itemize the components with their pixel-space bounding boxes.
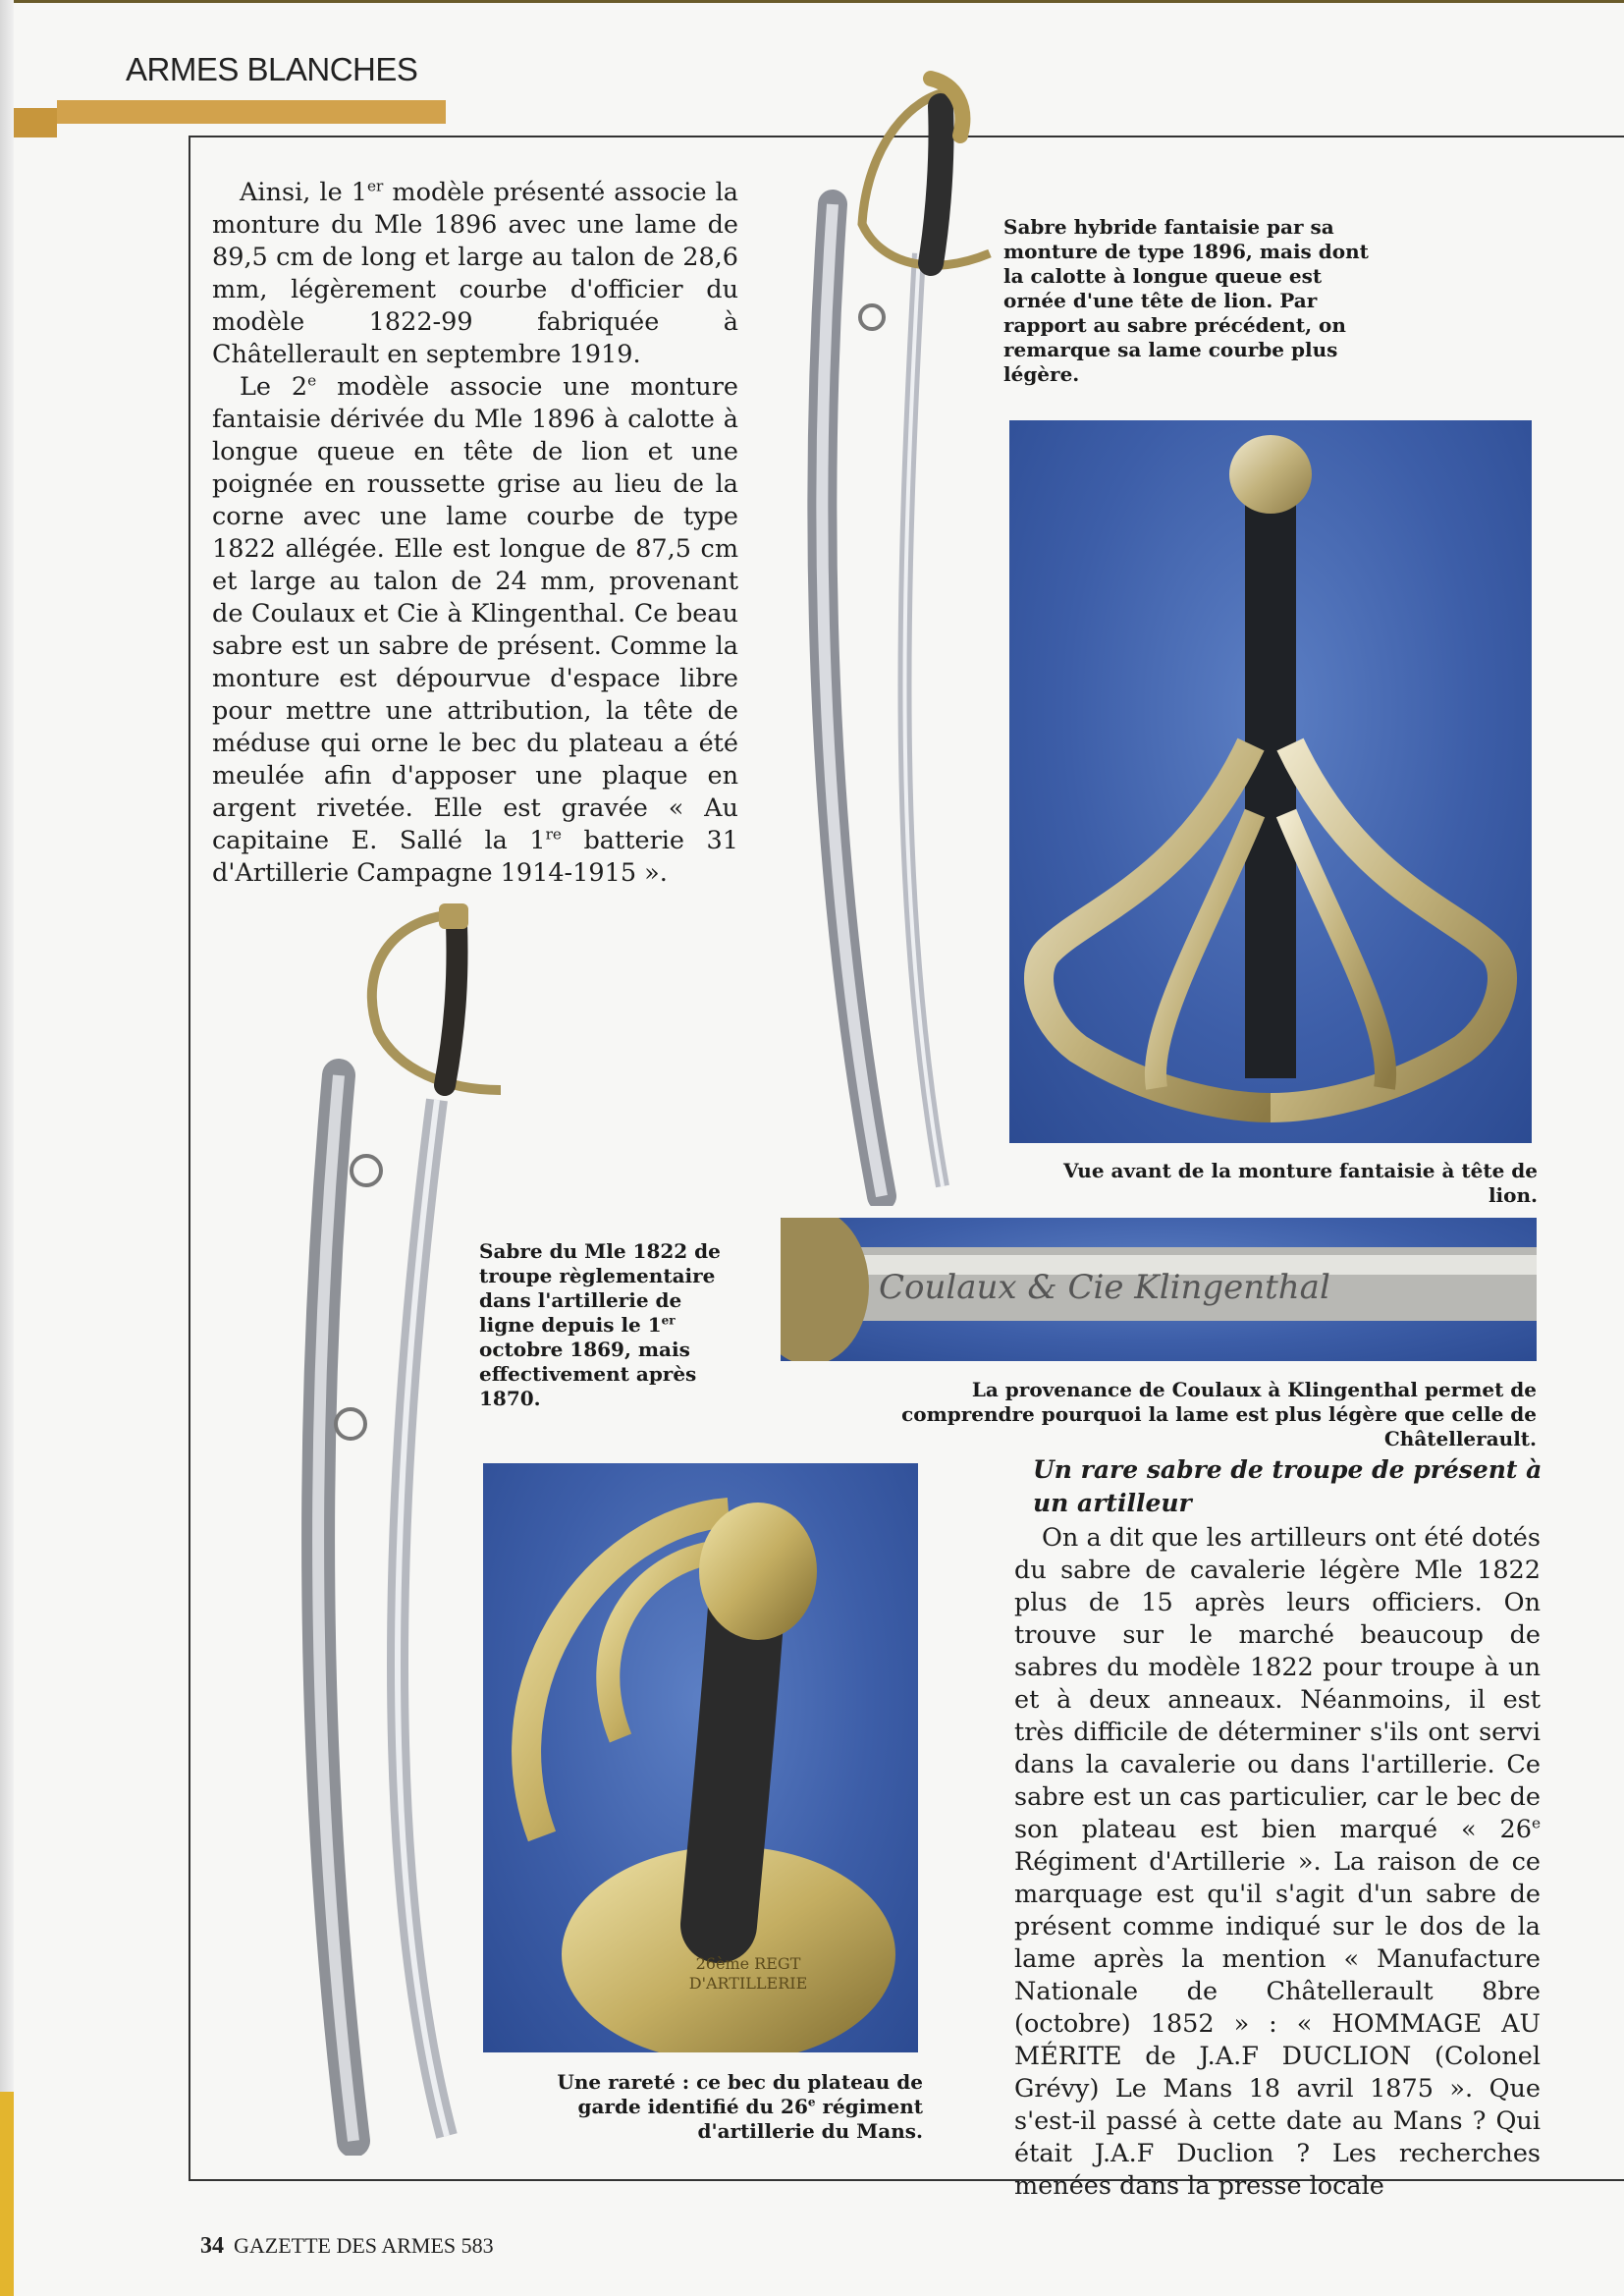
sabre-1822-pommel	[439, 903, 468, 929]
caption-sabre-1822: Sabre du Mle 1822 de troupe règlementaire dans l'artillerie de ligne depuis le 1er octobre 1869, mais effectivement après 1870.	[479, 1239, 721, 1410]
hybrid-sabre-photo	[793, 67, 1000, 1206]
caption-klingenthal: La provenance de Coulaux à Klingenthal permet de comprendre pourquoi la lame est plus légère que celle de Châtellerault.	[901, 1378, 1537, 1450]
page-footer	[200, 2233, 494, 2260]
paragraph-first-model: Ainsi, le 1er modèle présenté associe la monture du Mle 1896 avec une lame de 89,5 cm de long et large au talon de 28,6 mm, légèrement courbe d'officier du modèle 1822-99 fabriquée à Châtellerault en septembre 1919.	[212, 177, 738, 369]
lion-guard-illustration	[1009, 420, 1532, 1143]
hybrid-scabbard-ring	[860, 305, 884, 329]
caption-hybrid-sabre: Sabre hybride fantaisie par sa monture de type 1896, mais dont la calotte à longue queue est ornée d'une tête de lion. Par rapport au sabre précédent, on remarque sa lame courbe plus légère.	[1003, 215, 1369, 386]
page-left-edge-accent	[0, 2092, 14, 2296]
section-subheading: Un rare sabre de troupe de présent à un artilleur	[1033, 1455, 1543, 1517]
second-text-column	[1014, 1522, 1541, 2203]
page-top-rule	[14, 0, 1624, 3]
scabbard-ring-upper	[352, 1156, 381, 1185]
paragraph-rare-sabre: On a dit que les artilleurs ont été dotés du sabre de cavalerie légère Mle 1822 plus de 15 après leurs officiers. On trouve sur le marché beaucoup de sabres du modèle 1822 pour troupe à un et à deux anneaux. Néanmoins, il est très difficile de déterminer s'ils ont servi dans la cavalerie ou dans l'artillerie. Ce sabre est un cas particulier, car le bec de son plateau est bien marqué « 26e Régiment d'Artillerie ». La raison de ce marquage est qu'il s'agit d'un sabre de présent comme indiqué sur le dos de la lame après la mention « Manufacture Nationale de Châtellerault 8bre (octobre) 1852 » : « HOMMAGE AU MÉRITE de J.A.F DUCLION (Colonel Grévy) Le Mans 18 avril 1875 ». Que s'est-il passé à cette date au Mans ? Qui était J.A.F Duclion ? Les recherches menées dans la presse locale	[1014, 1523, 1541, 2201]
sabre-1822-blade	[398, 1100, 447, 2136]
section-title: ARMES BLANCHES	[126, 51, 418, 87]
page-left-edge	[0, 0, 14, 2296]
scabbard-ring-lower	[336, 1409, 365, 1439]
caption-lion-guard: Vue avant de la monture fantaisie à tête de lion.	[1063, 1159, 1538, 1207]
guard-marking-line1: 26ème REGT	[695, 1954, 801, 1973]
hybrid-sabre-grip	[931, 106, 942, 263]
blade-engraving-photo	[781, 1218, 1537, 1361]
sabre-1822-grip	[445, 923, 458, 1085]
caption-rarity: Une rareté : ce bec du plateau de garde identifié du 26e régiment d'artillerie du Mans.	[557, 2070, 923, 2143]
regiment-guard-photo	[483, 1463, 918, 2052]
regiment-guard-pommel	[699, 1503, 817, 1640]
intro-text-column	[212, 177, 738, 890]
page-number: 34	[200, 2233, 224, 2259]
guard-marking-line2: D'ARTILLERIE	[688, 1974, 808, 1993]
regiment-guard-illustration	[483, 1463, 918, 2052]
magazine-name: GAZETTE DES ARMES 583	[234, 2233, 494, 2258]
blade-guard-edge	[781, 1218, 869, 1361]
lion-guard-photo	[1009, 420, 1532, 1143]
sabre-1822-guard	[372, 915, 501, 1090]
section-accent-block	[14, 108, 57, 137]
blade-engraving-text: Coulaux & Cie Klingenthal	[879, 1268, 1330, 1307]
paragraph-second-model: Le 2e modèle associe une monture fantaisie dérivée du Mle 1896 à calotte à longue queue en tête de lion et une poignée en roussette grise au lieu de la corne avec une lame courbe de type 1822 allégée. Elle est longue de 87,5 cm et large au talon de 24 mm, provenant de Coulaux et Cie à Klingenthal. Ce beau sabre est un sabre de présent. Comme la monture est dépourvue d'espace libre pour mettre une attribution, la tête de méduse qui orne le bec du plateau a été meulée afin d'apposer une plaque en argent rivetée. Elle est gravée « Au capitaine E. Sallé la 1re batterie 31 d'Artillerie Campagne 1914-1915 ».	[212, 371, 739, 888]
section-accent-bar	[57, 100, 446, 124]
blade-engraving-illustration	[781, 1218, 1537, 1361]
